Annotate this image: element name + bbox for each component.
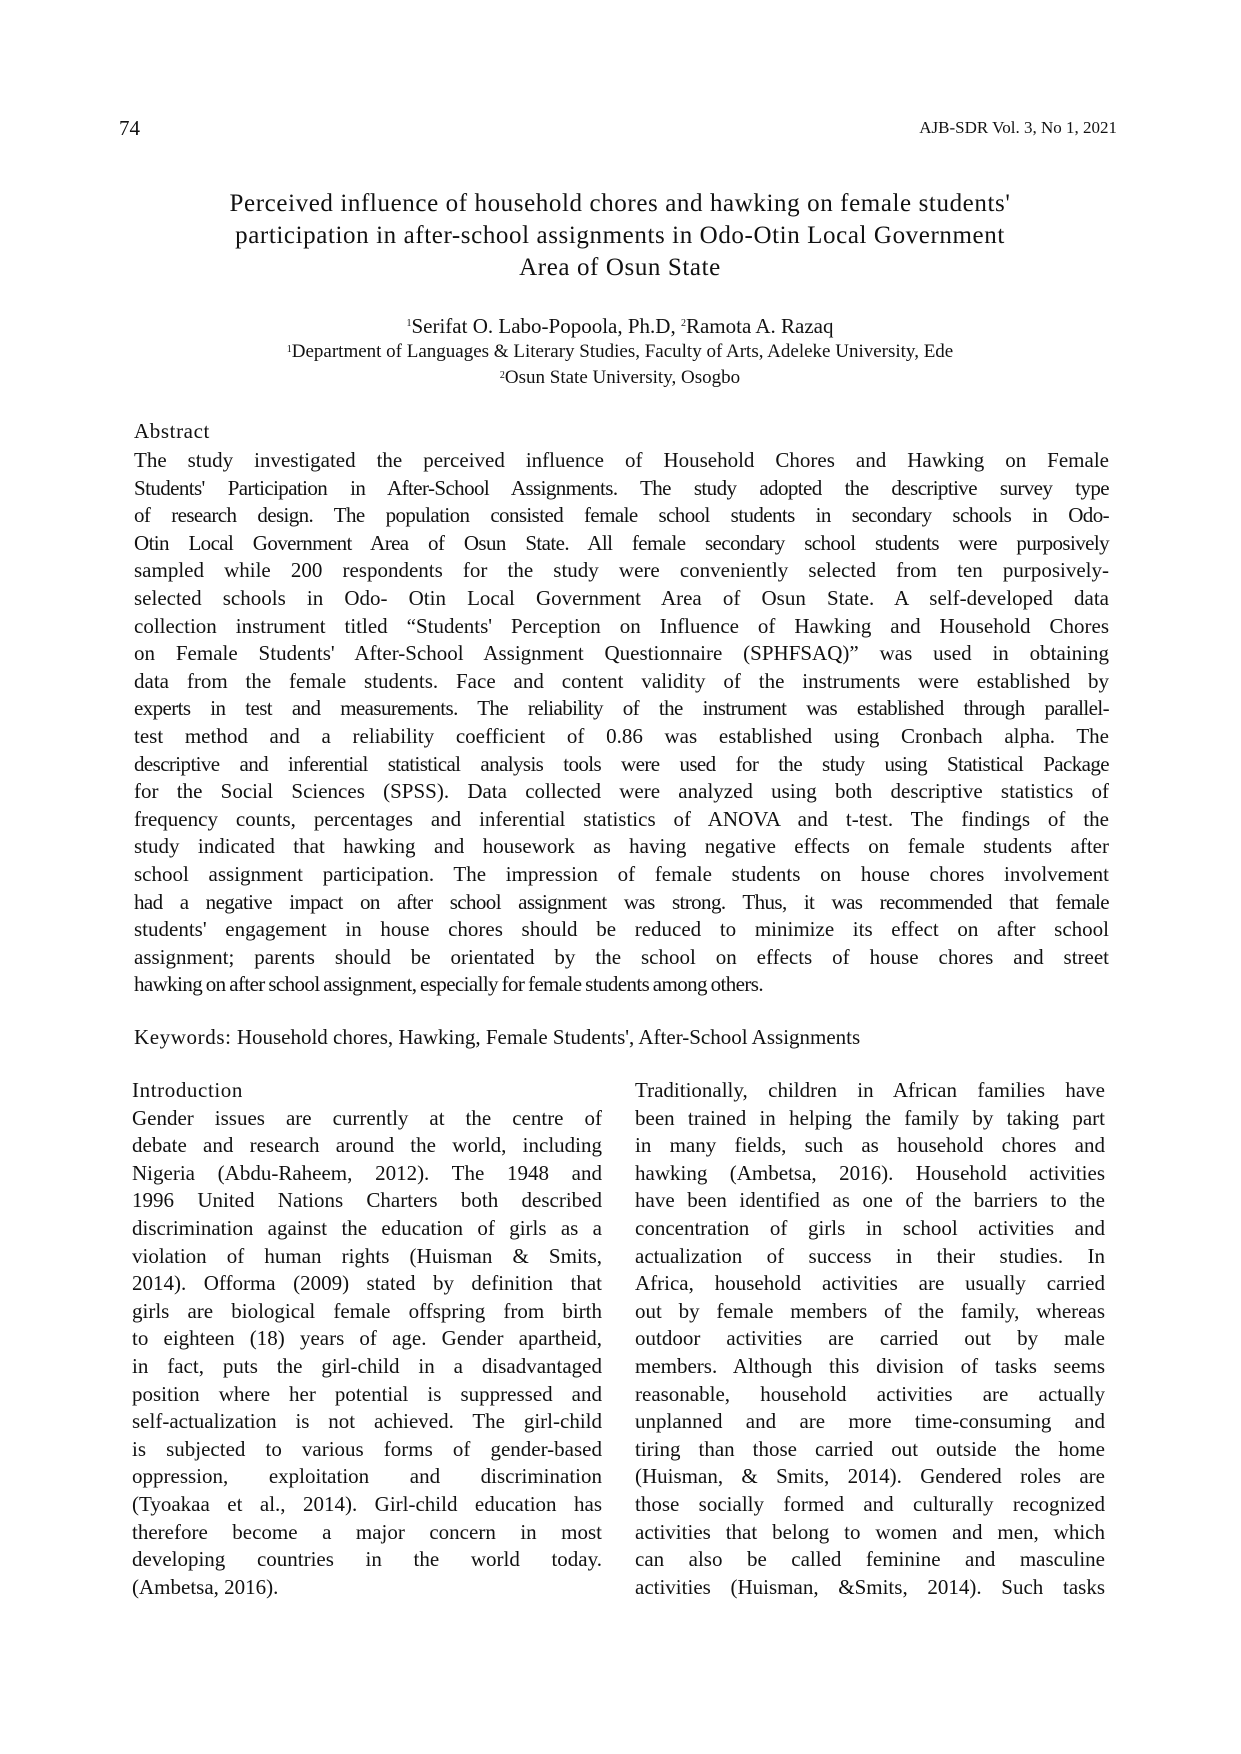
text-line: test method and a reliability coefficient of 0.86 was established using Cronbach alpha. The: [134, 723, 1109, 748]
text-line: actualization of success in their studies. In: [635, 1243, 1105, 1268]
introduction-left-column: [132, 1077, 602, 1601]
title-line: Perceived influence of household chores and hawking on female students': [229, 190, 1011, 217]
title-line: participation in after-school assignments in Odo-Otin Local Government: [235, 222, 1005, 249]
text-line: on Female Students' After-School Assignment Questionnaire (SPHFSAQ)” was used in obtaining: [134, 641, 1109, 666]
text-line: activities (Huisman, &Smits, 2014). Such tasks: [635, 1574, 1105, 1599]
keywords: [134, 1025, 860, 1050]
text-line: unplanned and are more time-consuming and: [635, 1409, 1105, 1434]
text-line: developing countries in the world today.: [132, 1547, 602, 1572]
running-head: AJB-SDR Vol. 3, No 1, 2021: [919, 118, 1117, 137]
text-line: can also be called feminine and masculine: [635, 1547, 1105, 1572]
text-line: Students' Participation in After-School Assignments. The study adopted the descriptive survey type: [134, 475, 1109, 500]
text-line: (Tyoakaa et al., 2014). Girl-child education has: [132, 1491, 602, 1516]
affiliation: [120, 340, 1120, 364]
text-line: 1996 United Nations Charters both described: [132, 1188, 602, 1213]
text-line: study indicated that hawking and housework as having negative effects on female students after: [134, 834, 1109, 859]
text-line: tiring than those carried out outside the home: [635, 1436, 1105, 1461]
text-line: students' engagement in house chores should be reduced to minimize its effect on after school: [134, 917, 1109, 942]
text-line: for the Social Sciences (SPSS). Data collected were analyzed using both descriptive statistics of: [134, 779, 1109, 804]
author-name: Ramota A. Razaq: [685, 314, 834, 338]
text-line: outdoor activities are carried out by male: [635, 1326, 1105, 1351]
affiliation: [120, 366, 1120, 390]
abstract-body: [134, 447, 1109, 999]
article-title: [120, 188, 1120, 284]
text-line: Otin Local Government Area of Osun State. All female secondary school students were purposively: [134, 530, 1109, 555]
text-line: is subjected to various forms of gender-based: [132, 1436, 602, 1461]
text-line: position where her potential is suppressed and: [132, 1381, 602, 1406]
text-line: sampled while 200 respondents for the study were conveniently selected from ten purposively-: [134, 558, 1109, 583]
text-line: Nigeria (Abdu-Raheem, 2012). The 1948 and: [132, 1160, 602, 1185]
text-line: debate and research around the world, including: [132, 1133, 602, 1158]
text-line: frequency counts, percentages and inferential statistics of ANOVA and t-test. The findings of the: [134, 806, 1109, 831]
text-line: descriptive and inferential statistical analysis tools were used for the study using Statistical Package: [134, 751, 1109, 776]
text-line: in fact, puts the girl-child in a disadvantaged: [132, 1353, 602, 1378]
text-line: (Ambetsa, 2016).: [132, 1574, 279, 1599]
text-line: data from the female students. Face and content validity of the instruments were established by: [134, 668, 1109, 693]
text-line: school assignment participation. The impression of female students on house chores involvement: [134, 861, 1109, 886]
text-line: violation of human rights (Huisman & Smits,: [132, 1243, 602, 1268]
keywords-label: Keywords:: [134, 1025, 232, 1049]
text-line: concentration of girls in school activities and: [635, 1215, 1105, 1240]
text-line: 2014). Offorma (2009) stated by definition that: [132, 1271, 602, 1296]
text-line: (Huisman, & Smits, 2014). Gendered roles are: [635, 1464, 1105, 1489]
keywords-text: Household chores, Hawking, Female Students', After-School Assignments: [231, 1025, 861, 1049]
affiliation-superscript: 2: [499, 370, 505, 381]
text-line: Africa, household activities are usually carried: [635, 1271, 1105, 1296]
text-line: had a negative impact on after school assignment was strong. Thus, it was recommended that female: [134, 889, 1109, 914]
author-list: [120, 313, 1120, 339]
affiliation-text: Osun State University, Osogbo: [504, 367, 741, 388]
text-line: oppression, exploitation and discrimination: [132, 1464, 602, 1489]
introduction-right-column: [635, 1077, 1105, 1601]
text-line: The study investigated the perceived influence of Household Chores and Hawking on Female: [134, 448, 1109, 472]
text-line: self-actualization is not achieved. The girl-child: [132, 1409, 602, 1434]
affiliation-superscript: 1: [286, 344, 292, 355]
text-line: hawking on after school assignment, especially for female students among others.: [134, 972, 763, 997]
title-line: Area of Osun State: [519, 254, 721, 281]
text-line: assignment; parents should be orientated by the school on effects of house chores and street: [134, 944, 1109, 969]
abstract-heading: Abstract: [134, 419, 210, 443]
text-line: activities that belong to women and men, which: [635, 1519, 1105, 1544]
text-line: of research design. The population consisted female school students in secondary schools in Odo-: [134, 503, 1109, 528]
text-line: out by female members of the family, whereas: [635, 1298, 1105, 1323]
text-line: hawking (Ambetsa, 2016). Household activities: [635, 1160, 1105, 1185]
text-line: to eighteen (18) years of age. Gender apartheid,: [132, 1326, 602, 1351]
text-line: those socially formed and culturally recognized: [635, 1491, 1105, 1516]
text-line: reasonable, household activities are actually: [635, 1381, 1105, 1406]
affiliation-text: Department of Languages & Literary Studies, Faculty of Arts, Adeleke University, Ede: [291, 341, 954, 362]
text-line: have been identified as one of the barriers to the: [635, 1188, 1105, 1213]
text-line: discrimination against the education of girls as a: [132, 1215, 602, 1240]
text-line: experts in test and measurements. The reliability of the instrument was established through parallel-: [134, 696, 1109, 721]
author-superscript: 2: [680, 318, 686, 329]
text-line: members. Although this division of tasks seems: [635, 1353, 1105, 1378]
author-name: Serifat O. Labo-Popoola, Ph.D,: [411, 314, 681, 338]
introduction-heading: Introduction: [132, 1078, 244, 1102]
text-line: Traditionally, children in African families have: [635, 1078, 1105, 1102]
author-superscript: 1: [406, 318, 412, 329]
text-line: Gender issues are currently at the centre of: [132, 1105, 602, 1130]
text-line: collection instrument titled “Students' Perception on Influence of Hawking and Household Chores: [134, 613, 1109, 638]
page-number: 74: [119, 116, 140, 140]
text-line: therefore become a major concern in most: [132, 1519, 602, 1544]
text-line: been trained in helping the family by taking part: [635, 1105, 1105, 1130]
text-line: in many fields, such as household chores and: [635, 1133, 1105, 1158]
text-line: girls are biological female offspring from birth: [132, 1298, 602, 1323]
text-line: selected schools in Odo- Otin Local Government Area of Osun State. A self-developed data: [134, 585, 1109, 610]
